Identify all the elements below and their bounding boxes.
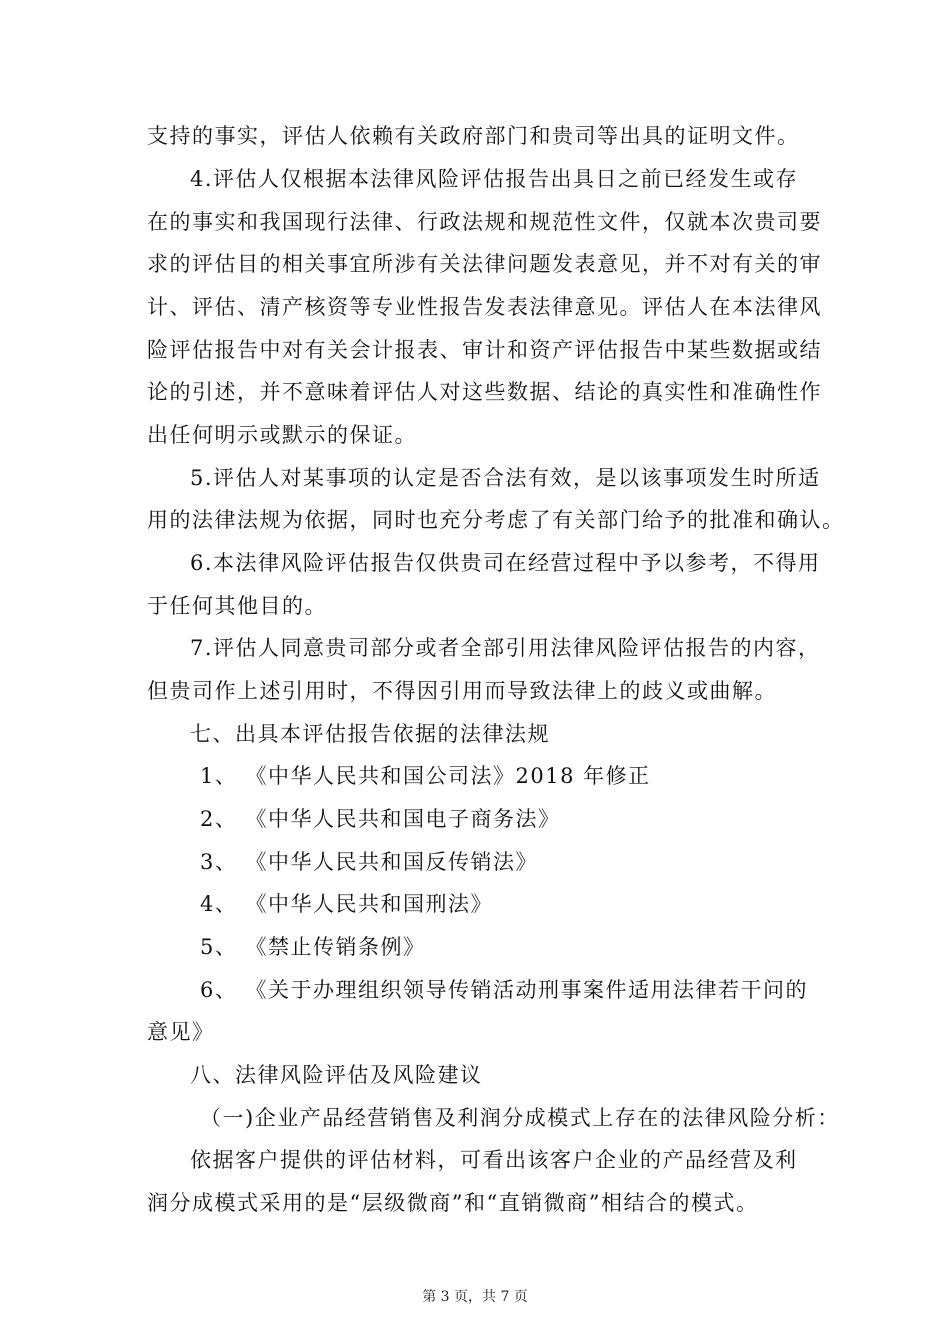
paragraph-line: 7.评估人同意贵司部分或者全部引用法律风险评估报告的内容， xyxy=(190,636,821,660)
paragraph-line: 用的法律法规为依据，同时也充分考虑了有关部门给予的批准和确认。 xyxy=(147,508,845,532)
paragraph-line: 计、评估、清产核资等专业性报告发表法律意见。评估人在本法律风 xyxy=(147,295,822,319)
paragraph-line: 求的评估目的相关事宜所涉有关法律问题发表意见，并不对有关的审 xyxy=(147,252,822,276)
section-heading: 八、法律风险评估及风险建议 xyxy=(190,1063,483,1087)
paragraph-line: 支持的事实，评估人依赖有关政府部门和贵司等出具的证明文件。 xyxy=(147,124,800,148)
paragraph-line: 6.本法律风险评估报告仅供贵司在经营过程中予以参考，不得用 xyxy=(190,551,821,575)
page-number-footer: 第 3 页，共 7 页 xyxy=(422,1289,528,1305)
law-list-item: 5、 《禁止传销条例》 xyxy=(200,935,426,959)
law-list-item: 1、 《中华人民共和国公司法》2018 年修正 xyxy=(200,764,651,788)
section-heading: 七、出具本评估报告依据的法律法规 xyxy=(190,722,550,746)
paragraph-line: 在的事实和我国现行法律、行政法规和规范性文件，仅就本次贵司要 xyxy=(147,210,822,234)
paragraph-line: 险评估报告中对有关会计报表、审计和资产评估报告中某些数据或结 xyxy=(147,338,822,362)
paragraph-line: 意见》 xyxy=(147,1020,215,1044)
law-list-item: 2、 《中华人民共和国电子商务法》 xyxy=(200,807,561,831)
law-list-item: 3、 《中华人民共和国反传销法》 xyxy=(200,850,539,874)
paragraph-line: 依据客户提供的评估材料，可看出该客户企业的产品经营及利 xyxy=(190,1148,798,1172)
paragraph-line: 但贵司作上述引用时，不得因引用而导致法律上的歧义或曲解。 xyxy=(147,679,777,703)
subsection-heading: （一)企业产品经营销售及利润分成模式上存在的法律风险分析： xyxy=(200,1106,840,1130)
paragraph-line: 论的引述，并不意味着评估人对这些数据、结论的真实性和准确性作 xyxy=(147,380,822,404)
paragraph-line: 润分成模式采用的是“层级微商”和“直销微商”相结合的模式。 xyxy=(147,1191,759,1215)
law-list-item: 4、 《中华人民共和国刑法》 xyxy=(200,892,494,916)
law-list-item: 6、 《关于办理组织领导传销活动刑事案件适用法律若干问的 xyxy=(200,978,809,1002)
paragraph-line: 于任何其他目的。 xyxy=(147,594,327,618)
paragraph-line: 4.评估人仅根据本法律风险评估报告出具日之前已经发生或存 xyxy=(190,167,799,191)
paragraph-line: 出任何明示或默示的保证。 xyxy=(147,423,417,447)
paragraph-line: 5.评估人对某事项的认定是否合法有效，是以该事项发生时所适 xyxy=(190,466,821,490)
